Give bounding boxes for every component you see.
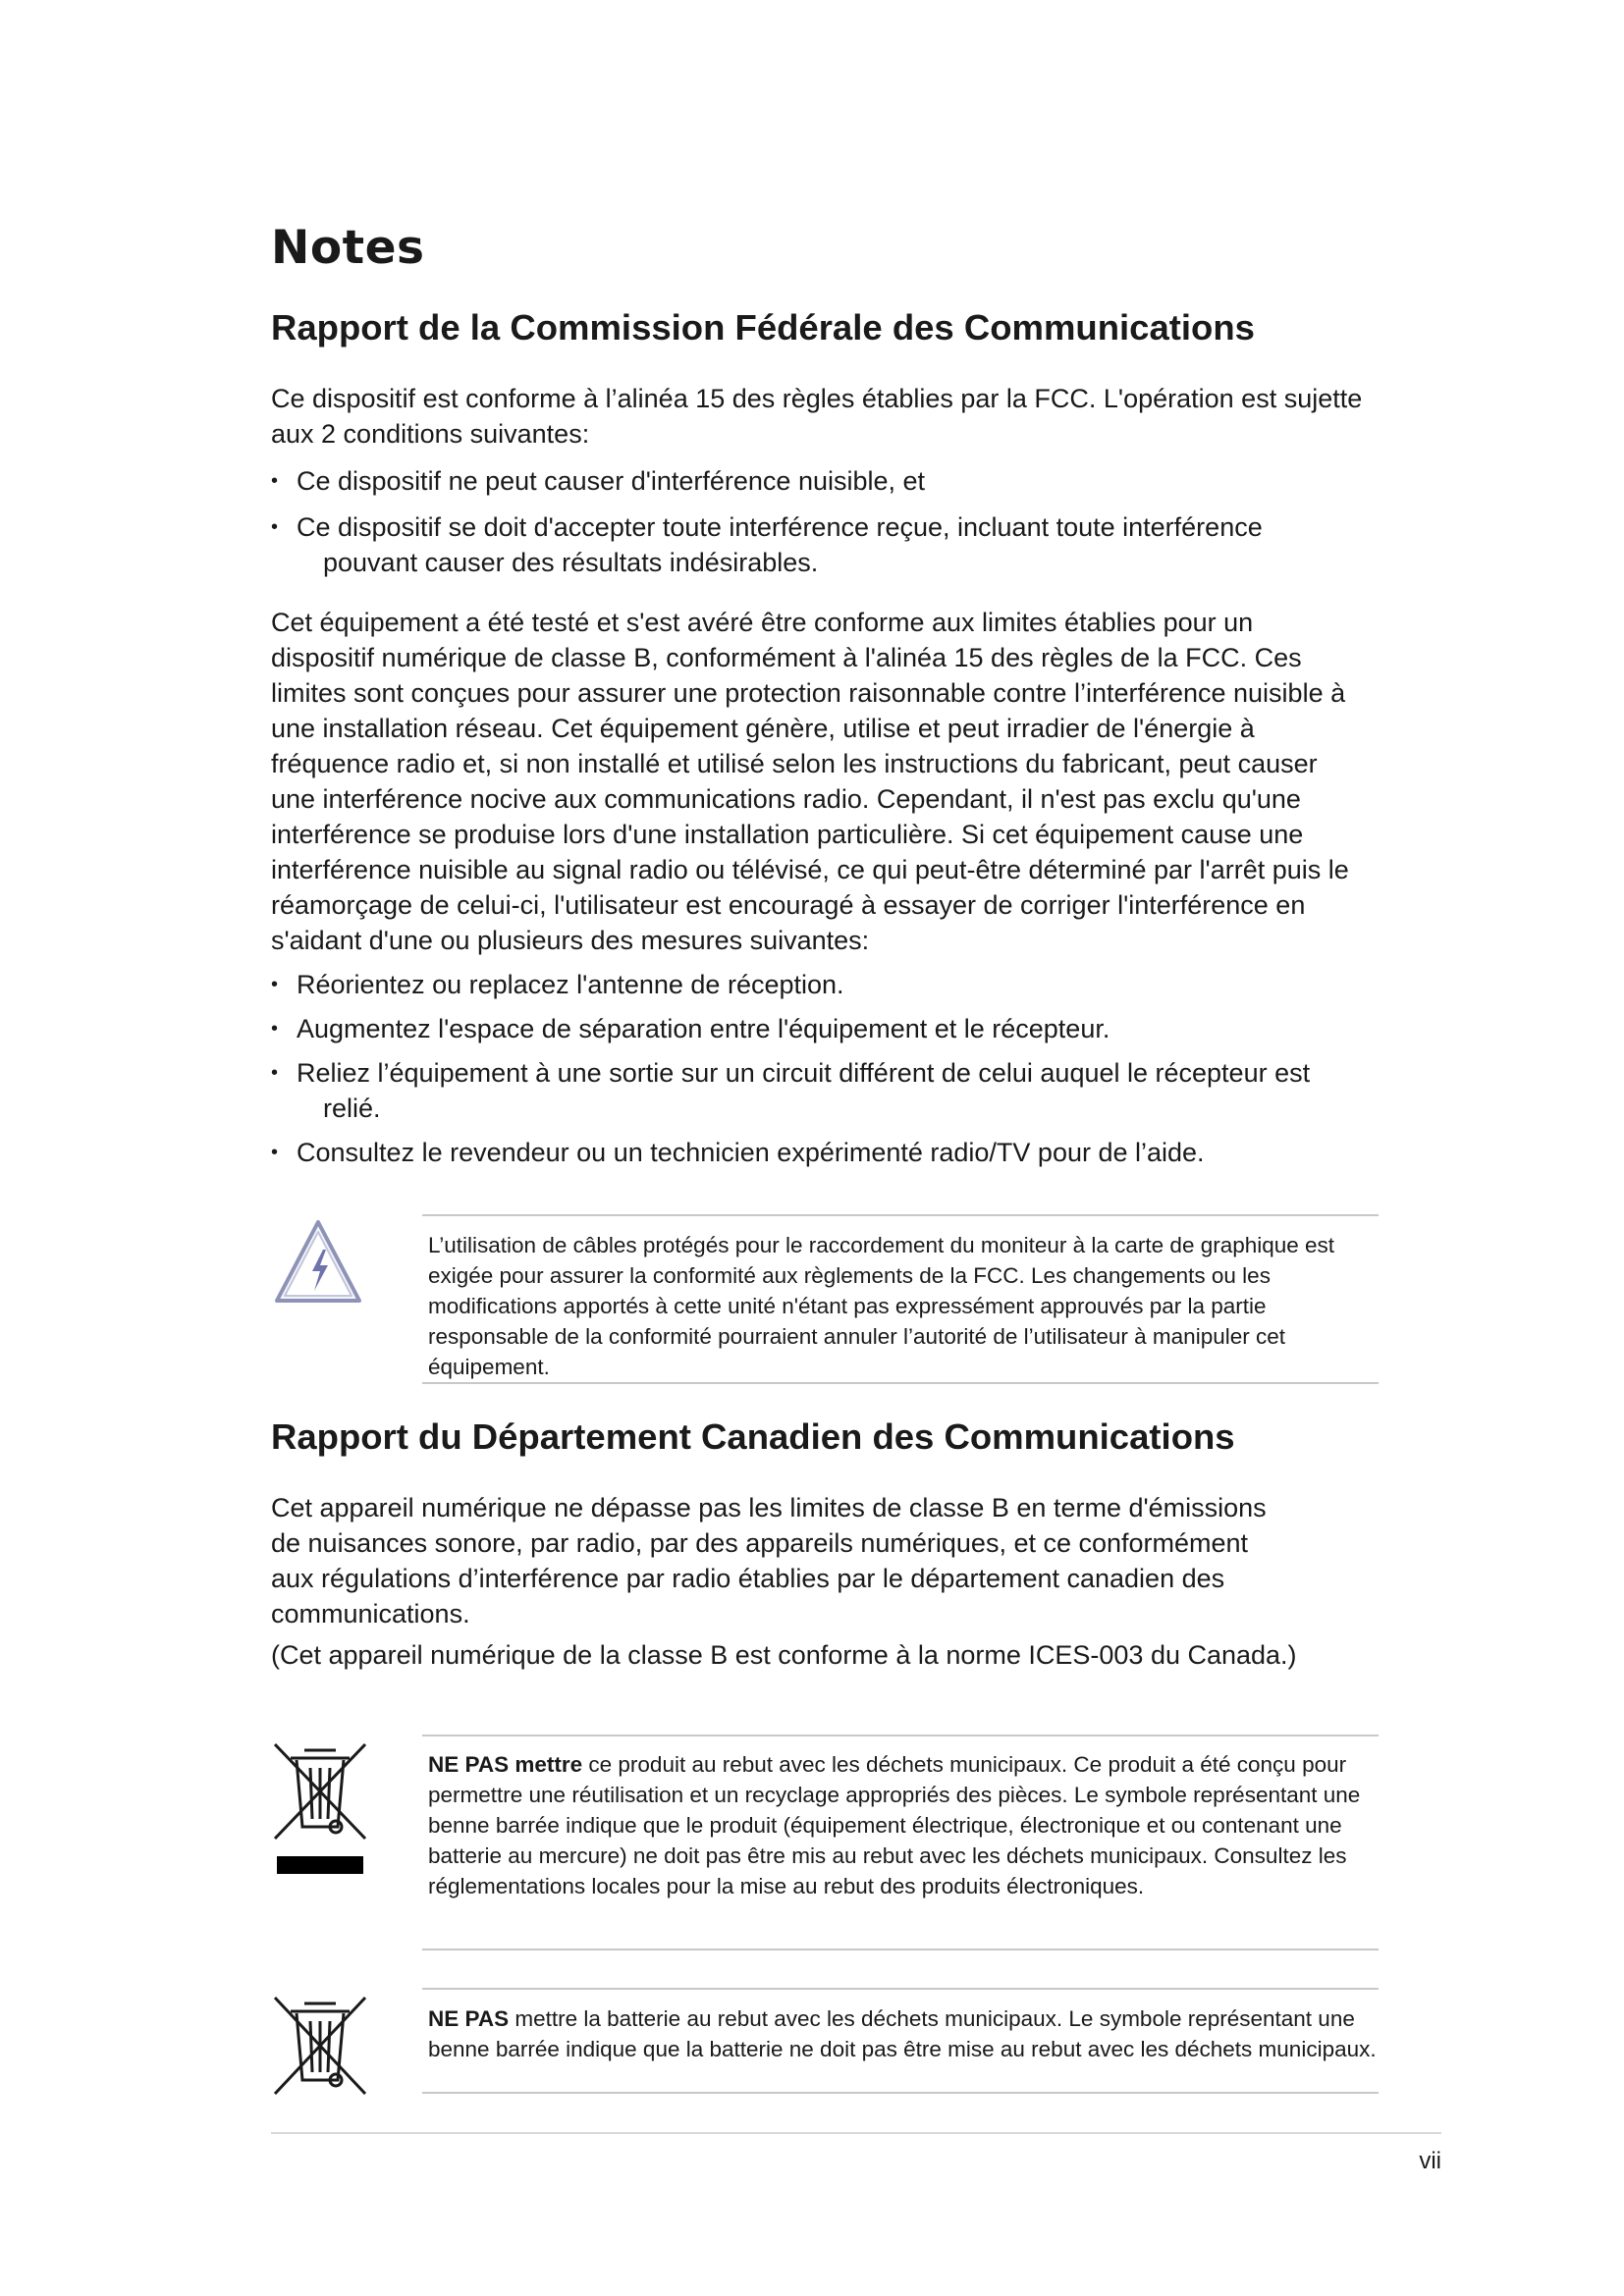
- list-item: • Ce dispositif se doit d'accepter toute interférence reçue, incluant toute interférence pouvant causer des résultats indésirables.: [271, 509, 1380, 580]
- warning-icon: [271, 1212, 365, 1310]
- list-item-text: Consultez le revendeur ou un technicien expérimenté radio/TV pour de l’aide.: [297, 1138, 1205, 1167]
- warning-note-text: L’utilisation de câbles protégés pour le raccordement du moniteur à la carte de graphique est exigée pour assurer la conformité aux règlements de la FCC. Les changements ou les modifications apportés à cette unité n'étant pas expressément approuvés par la partie responsable de la conformité pourraient annuler l’autorité de l’utilisateur à manipuler cet équipement.: [428, 1233, 1335, 1379]
- list-item-text: Ce dispositif se doit d'accepter toute interférence reçue, incluant toute interférence: [297, 512, 1263, 542]
- list-item-text: Réorientez ou replacez l'antenne de réception.: [297, 970, 844, 999]
- list-item-text: Reliez l’équipement à une sortie sur un circuit différent de celui auquel le récepteur est: [297, 1058, 1311, 1088]
- list-item: • Reliez l’équipement à une sortie sur un circuit différent de celui auquel le récepteur est relié.: [271, 1055, 1380, 1126]
- weee-note-text: [428, 1749, 1380, 1901]
- list-item: • Ce dispositif ne peut causer d'interférence nuisible, et: [271, 466, 926, 496]
- crossed-bin-icon: [271, 1740, 369, 1878]
- note-divider: [422, 1214, 1379, 1216]
- fcc-measures-list: [271, 967, 1380, 1170]
- fcc-intro: Ce dispositif est conforme à l’alinéa 15 des règles établies par la FCC. L'opération est sujette aux 2 conditions suivantes:: [271, 384, 1363, 449]
- fcc-heading: Rapport de la Commission Fédérale des Communications: [271, 307, 1255, 347]
- note-divider: [422, 1735, 1379, 1736]
- battery-note-bold: NE PAS: [428, 2006, 510, 2031]
- list-item: • Consultez le revendeur ou un technicien expérimenté radio/TV pour de l’aide.: [271, 1138, 1205, 1167]
- note-divider: [422, 1988, 1379, 1990]
- note-divider: [422, 2092, 1379, 2094]
- list-item-continuation: pouvant causer des résultats indésirables.: [323, 548, 819, 577]
- page-number: vii: [1419, 2148, 1441, 2174]
- weee-note-bold: NE PAS mettre: [428, 1752, 583, 1777]
- fcc-conditions-list: [271, 463, 1380, 580]
- footer-divider: [271, 2132, 1441, 2134]
- crossed-bin-battery-icon: [271, 1996, 369, 2100]
- list-item-text: Augmentez l'espace de séparation entre l'équipement et le récepteur.: [297, 1014, 1110, 1043]
- fcc-body: Cet équipement a été testé et s'est avéré être conforme aux limites établies pour un dispositif numérique de classe B, conformément à l'alinéa 15 des règles de la FCC. Ces limites sont conçues pour assurer une protection raisonnable contre l’interférence nuisible à une installation réseau. Cet équipement génère, utilise et peut irradier de l'énergie à fréquence radio et, si non installé et utilisé selon les instructions du fabricant, peut causer une interférence nocive aux communications radio. Cependant, il n'est pas exclu qu'une interférence se produise lors d'une installation particulière. Si cet équipement cause une interférence nuisible au signal radio ou télévisé, ce qui peut-être déterminé par l'arrêt puis le réamorçage de celui-ci, l'utilisateur est encouragé à essayer de corriger l'interférence en s'aidant d'une ou plusieurs des mesures suivantes:: [271, 608, 1349, 955]
- canada-ices: (Cet appareil numérique de la classe B est conforme à la norme ICES-003 du Canada.): [271, 1640, 1297, 1670]
- note-divider: [422, 1949, 1379, 1950]
- weee-note-body: ce produit au rebut avec les déchets municipaux. Ce produit a été conçu pour permettre une réutilisation et un recyclage appropriés des pièces. Le symbole représentant une benne barrée indique que le produit (équipement électrique, électronique et ou contenant une batterie au mercure) ne doit pas être mis au rebut avec les déchets municipaux. Consultez les réglementations locales pour la mise au rebut des produits électroniques.: [428, 1752, 1361, 1898]
- note-divider: [422, 1382, 1379, 1384]
- battery-note-body: mettre la batterie au rebut avec les déchets municipaux. Le symbole représentant une benne barrée indique que la batterie ne doit pas être mise au rebut avec les déchets municipaux.: [428, 2006, 1377, 2061]
- list-item-text: Ce dispositif ne peut causer d'interférence nuisible, et: [297, 466, 926, 496]
- canada-body: Cet appareil numérique ne dépasse pas les limites de classe B en terme d'émissions de nuisances sonore, par radio, par des appareils numériques, et ce conformément aux régulations d’interférence par radio établies par le département canadien des communications.: [271, 1493, 1267, 1629]
- list-item: • Réorientez ou replacez l'antenne de réception.: [271, 970, 844, 999]
- canada-heading: Rapport du Département Canadien des Communications: [271, 1416, 1235, 1457]
- battery-note-text: [428, 2003, 1380, 2064]
- page-title: Notes: [271, 221, 425, 275]
- list-item: • Augmentez l'espace de séparation entre l'équipement et le récepteur.: [271, 1014, 1110, 1043]
- list-item-continuation: relié.: [323, 1094, 381, 1123]
